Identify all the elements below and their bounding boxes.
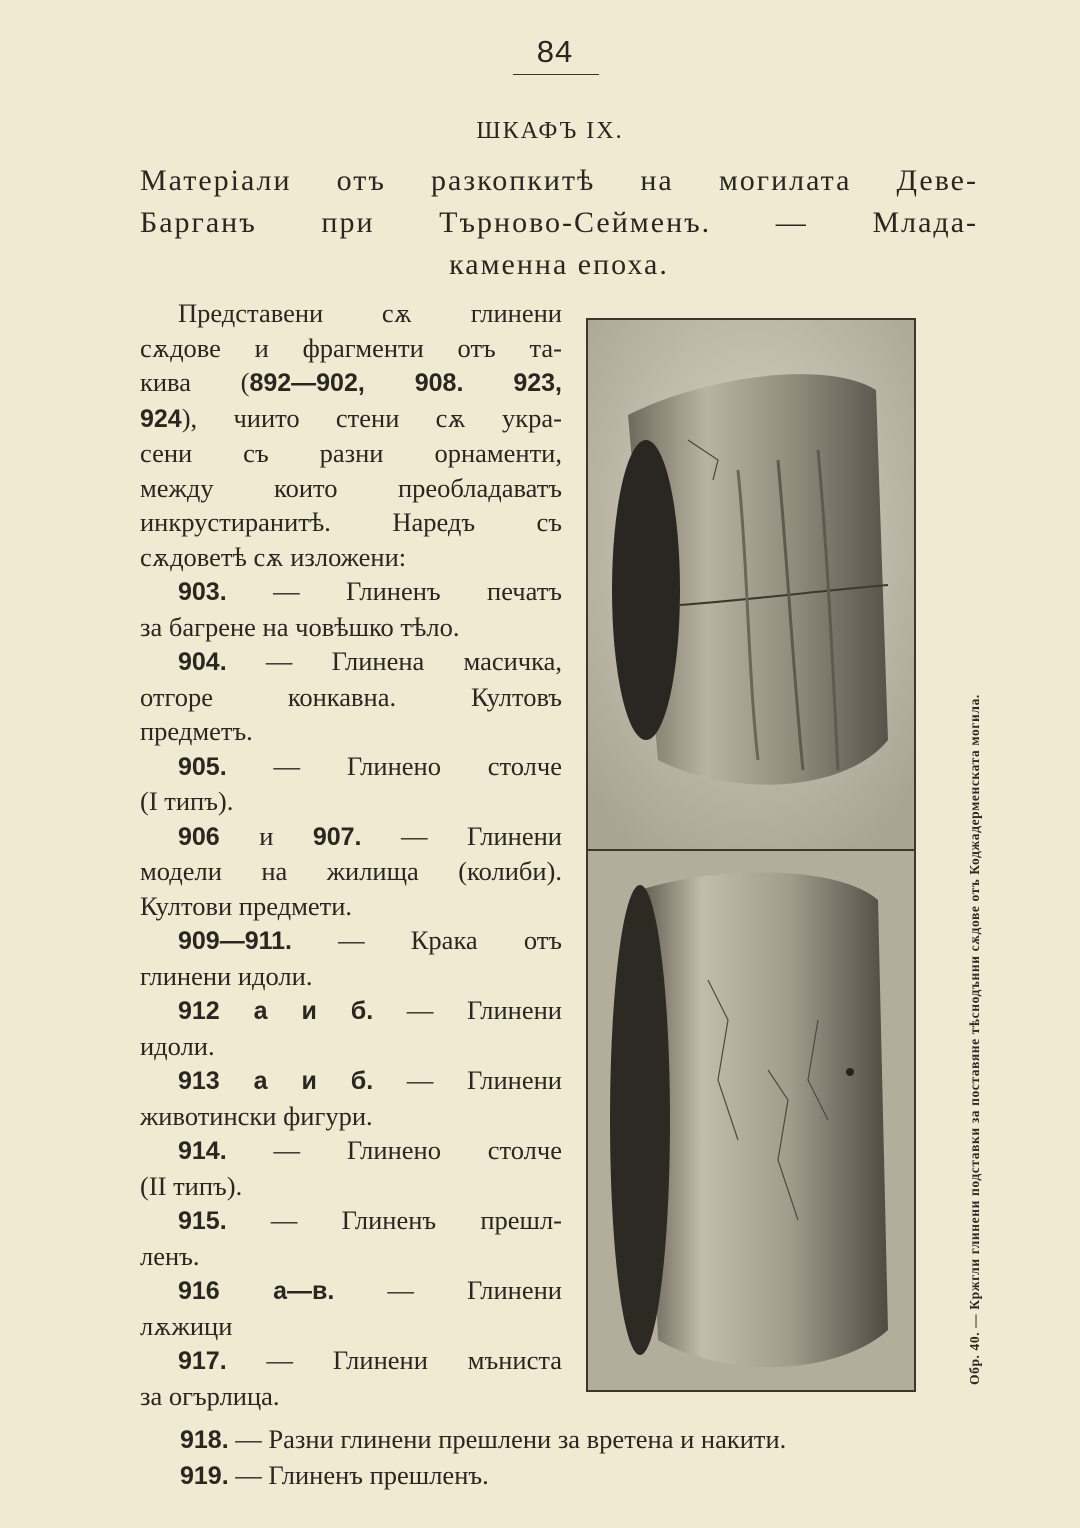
entry-continuation: глинени идоли. [140,960,313,991]
catalog-number: 907. [312,822,362,851]
clay-ring-stands-photo [588,320,914,1390]
intro-line: Представени сѫ глинени [178,298,562,328]
catalog-number: 906 [178,822,220,851]
entry-first-line: 909—911. — Крака отъ [178,925,562,955]
entry-first-line: 916 а—в. — Глинени [178,1275,562,1305]
text-column [140,296,562,1413]
entry-continuation: (I типъ). [140,786,234,816]
intro-line: кива (892—902, 908. 923, [140,367,563,397]
entry-continuation: идоли. [140,1030,215,1061]
intro-line: сѫдоветѣ сѫ изложени: [140,541,407,572]
entry-first-line: 903. — Глиненъ печатъ [178,576,562,606]
page-number: 84 [536,34,574,69]
intro-line: инкрустиранитѣ. Наредъ съ [140,507,562,537]
entry-first-line: 905. — Глинено столче [178,750,562,781]
entry-continuation: отгоре конкавна. Култовъ [140,681,562,712]
entry-first-line: 917. — Глинени мъниста [178,1345,562,1375]
catalog-number: 912 а и б. [178,997,374,1025]
entry-first-line: 912 а и б. — Глинени [178,995,562,1025]
entry-continuation: Култови предмети. [140,890,353,921]
catalog-number: 915. [178,1207,227,1235]
intro-line: 924), чиито стени сѫ укра- [140,402,562,433]
section-title [140,160,978,286]
catalog-number: 892—902, 908. 923, [249,369,563,397]
catalog-number: 916 а—в. [178,1277,335,1305]
intro-line: сени съ разни орнаменти, [140,438,562,468]
entry-continuation: животински фигури. [140,1100,373,1131]
intro-line: между които преобладаватъ [140,472,562,503]
catalog-number: 903. [178,578,227,606]
catalog-number: 924 [140,404,182,433]
entry-first-line: 913 а и б. — Глинени [178,1065,562,1095]
cabinet-heading: ШКАФЪ IX. [476,118,624,144]
full-width-entry: 918. — Разни глинени прешлени за вретена и накити. [180,1424,787,1454]
entry-continuation: за багрене на човѣшко тѣло. [140,611,460,642]
catalog-number: 919. [180,1461,229,1490]
entry-first-line: 904. — Глинена масичка, [178,646,562,676]
section-title-line-2: Барганъ при Търново-Сейменъ. — Млада- [140,206,978,239]
entry-continuation: модели на жилища (колиби). [140,856,562,886]
entry-first-line: 906 и 907. — Глинени [178,820,562,851]
entry-first-line: 914. — Глинено столче [178,1135,562,1165]
entry-first-line: 915. — Глиненъ прешл- [178,1205,562,1235]
catalog-number: 918. [180,1426,229,1454]
entry-continuation: лѫжици [140,1310,233,1341]
entry-continuation: (II типъ). [140,1170,243,1201]
figure-photograph [586,318,916,1392]
full-width-entry: 919. — Глиненъ прешленъ. [180,1459,489,1490]
section-title-line-3: каменна епоха. [449,248,669,281]
catalog-number: 913 а и б. [178,1067,374,1095]
catalog-number: 904. [178,648,227,676]
full-width-entries [180,1422,980,1493]
entry-continuation: за огърлица. [140,1380,280,1411]
catalog-number: 905. [178,752,227,781]
entry-continuation: ленъ. [140,1240,200,1271]
catalog-number: 917. [178,1347,227,1375]
catalog-number: 909—911. [178,927,292,955]
figure-caption: Обр. 40. — Кржгли глинени подставки за поставяне тѣснодънни сѫдове отъ Коджадерменската могила. [967,694,982,1385]
intro-line: сѫдове и фрагменти отъ та- [140,332,562,363]
section-title-line-1: Матеріали отъ разкопкитѣ на могилата Деве- [140,164,978,197]
page-number-rule [513,74,599,75]
entry-continuation: предметъ. [140,716,253,746]
catalog-number: 914. [178,1137,227,1165]
